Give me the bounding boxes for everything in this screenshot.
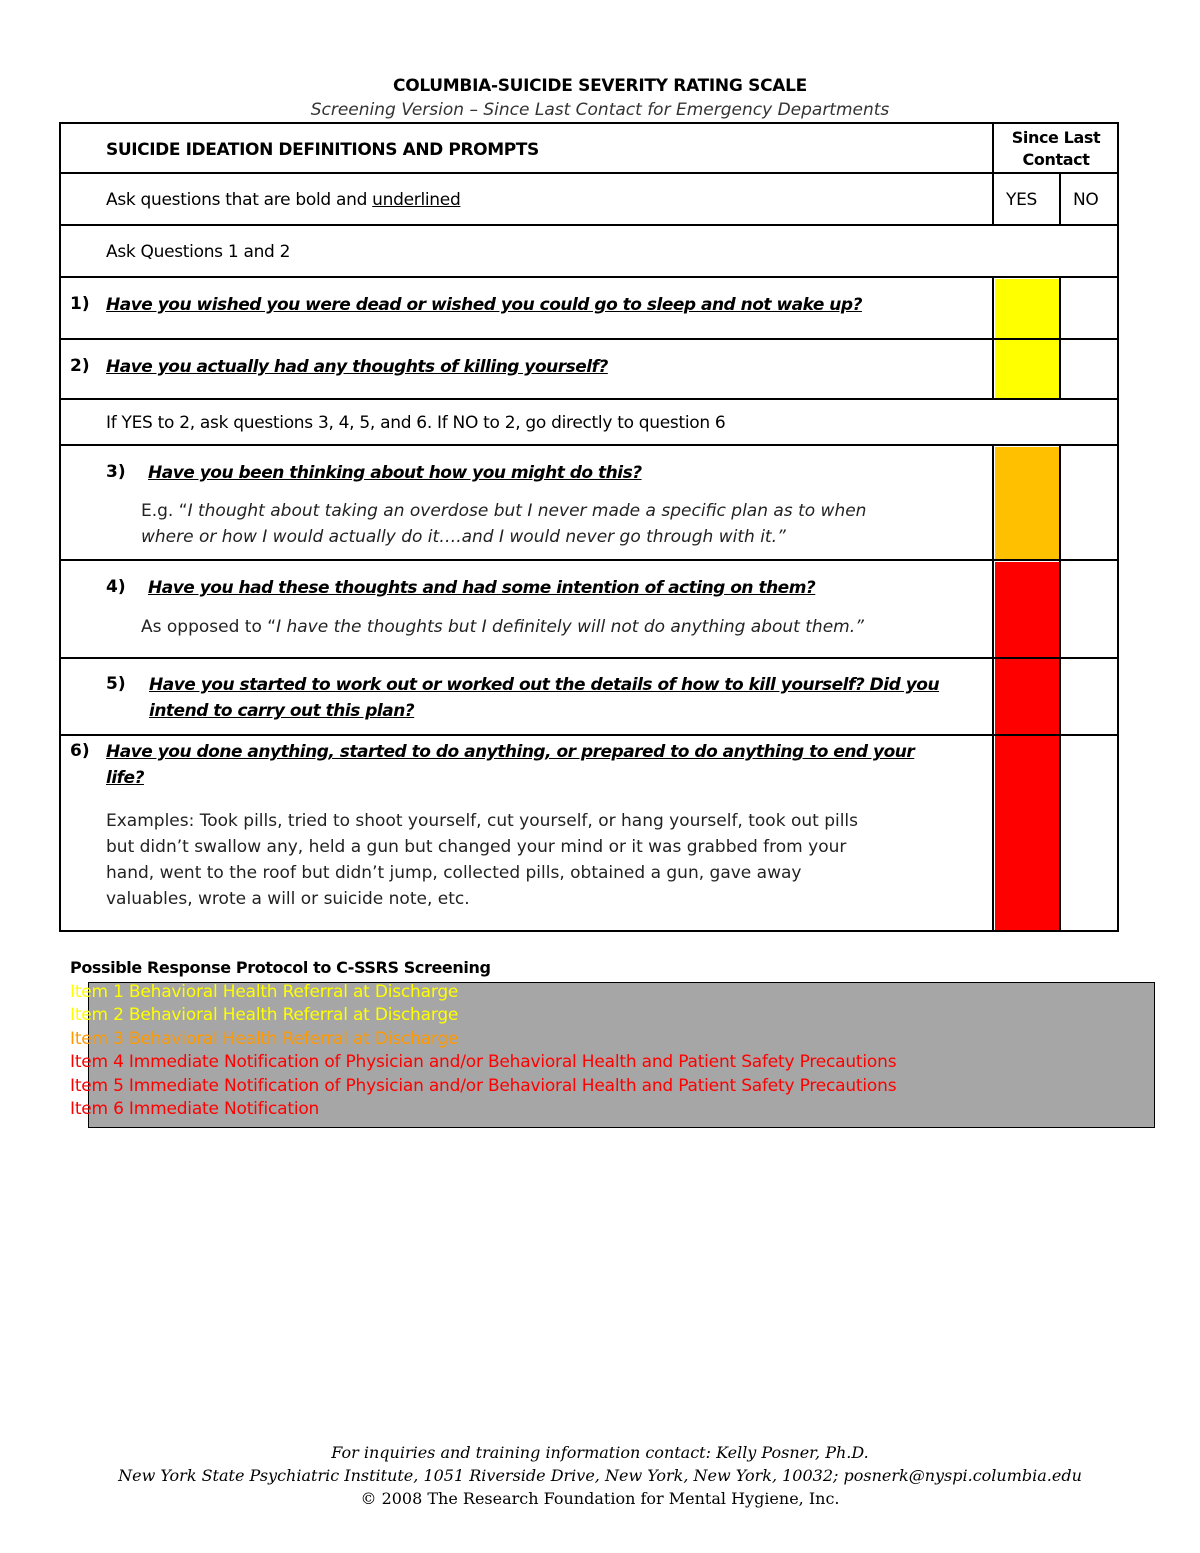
row-divider [61, 559, 1117, 561]
row-divider [61, 657, 1117, 659]
yes-column-header: YES [1006, 190, 1038, 210]
screening-table [59, 122, 1119, 932]
footer-copyright: © 2008 The Research Foundation for Mental Hygiene, Inc. [360, 1489, 840, 1508]
protocol-item-3: Item 3 Behavioral Health Referral at Discharge [70, 1029, 459, 1049]
q6-example-line: valuables, wrote a will or suicide note, etc. [106, 889, 470, 909]
col-divider [992, 276, 994, 398]
protocol-item-5: Item 5 Immediate Notification of Physician and/or Behavioral Health and Patient Safety Precautions [70, 1076, 897, 1096]
q1-text: Have you wished you were dead or wished you could go to sleep and not wake up? [106, 295, 862, 315]
q3-number: 3) [106, 462, 126, 482]
q2-number: 2) [70, 356, 90, 376]
row-divider [61, 444, 1117, 446]
instruction-text [106, 190, 460, 210]
no-column-header: NO [1073, 190, 1099, 210]
q1-yes-cell[interactable] [995, 279, 1059, 338]
q3-example [141, 498, 866, 550]
q3-yes-cell[interactable] [995, 447, 1059, 560]
footer-address: New York State Psychiatric Institute, 1051 Riverside Drive, New York, New York, 10032; posnerk@nyspi.columbia.edu [118, 1466, 1082, 1485]
q2-text: Have you actually had any thoughts of killing yourself? [106, 357, 608, 377]
q1-number: 1) [70, 294, 90, 314]
instruction-underlined: underlined [372, 190, 461, 210]
row-divider [61, 734, 1117, 736]
col-divider [1059, 444, 1061, 932]
protocol-item-1: Item 1 Behavioral Health Referral at Discharge [70, 982, 459, 1002]
q3-example-prefix: E.g. “ [141, 501, 188, 521]
q6-yes-cell[interactable] [995, 736, 1059, 930]
instruction-prefix: Ask questions that are bold and [106, 190, 373, 210]
q4-text: Have you had these thoughts and had some intention of acting on them? [148, 578, 816, 598]
q6-text-line1: Have you done anything, started to do anything, or prepared to do anything to end your [106, 742, 915, 762]
footer-contact: For inquiries and training information contact: Kelly Posner, Ph.D. [331, 1443, 869, 1462]
q2-yes-cell[interactable] [995, 340, 1059, 399]
q4-example-italic: I have the thoughts but I definitely will not do anything about them.” [276, 617, 864, 637]
row-divider [61, 398, 1117, 400]
q5-yes-cell[interactable] [995, 659, 1059, 734]
document-subtitle: Screening Version – Since Last Contact for Emergency Departments [310, 100, 890, 120]
q6-example-line: hand, went to the roof but didn’t jump, collected pills, obtained a gun, gave away [106, 863, 802, 883]
col-divider [992, 444, 994, 932]
q5-number: 5) [106, 674, 126, 694]
protocol-item-2: Item 2 Behavioral Health Referral at Discharge [70, 1005, 459, 1025]
since-label-line2: Contact [1022, 150, 1090, 169]
q5-text [149, 672, 939, 724]
ask-questions-1-2: Ask Questions 1 and 2 [106, 242, 291, 262]
row-divider [61, 224, 1117, 226]
protocol-title: Possible Response Protocol to C-SSRS Screening [70, 958, 491, 977]
q3-example-line2: where or how I would actually do it….and I would never go through with it.” [141, 527, 786, 547]
protocol-item-4: Item 4 Immediate Notification of Physician and/or Behavioral Health and Patient Safety Precautions [70, 1052, 897, 1072]
q6-example-line: Examples: Took pills, tried to shoot yourself, cut yourself, or hang yourself, took out pills [106, 811, 859, 831]
q5-text-line2: intend to carry out this plan? [149, 701, 415, 721]
protocol-item-6: Item 6 Immediate Notification [70, 1099, 320, 1119]
col-divider [1059, 172, 1061, 224]
q3-text: Have you been thinking about how you might do this? [148, 463, 642, 483]
row-divider [61, 172, 1117, 174]
table-header-label: SUICIDE IDEATION DEFINITIONS AND PROMPTS [106, 140, 539, 160]
q4-example [141, 614, 864, 640]
q6-number: 6) [70, 741, 90, 761]
q6-examples [106, 808, 858, 912]
since-label-line1: Since Last [1011, 128, 1101, 147]
q6-text [106, 739, 914, 791]
q4-yes-cell[interactable] [995, 562, 1059, 657]
q5-text-line1: Have you started to work out or worked out the details of how to kill yourself? Did you [149, 675, 940, 695]
row-divider [61, 338, 1117, 340]
q6-text-line2: life? [106, 768, 144, 788]
row-divider [61, 276, 1117, 278]
q3-example-line1: I thought about taking an overdose but I never made a specific plan as to when [187, 501, 867, 521]
since-last-contact-header [994, 127, 1118, 171]
branch-instruction: If YES to 2, ask questions 3, 4, 5, and 6. If NO to 2, go directly to question 6 [106, 413, 726, 433]
q4-number: 4) [106, 577, 126, 597]
document-title: COLUMBIA-SUICIDE SEVERITY RATING SCALE [393, 76, 807, 96]
q6-example-line: but didn’t swallow any, held a gun but changed your mind or it was grabbed from your [106, 837, 847, 857]
col-divider [1059, 276, 1061, 398]
q4-example-prefix: As opposed to “ [141, 617, 277, 637]
